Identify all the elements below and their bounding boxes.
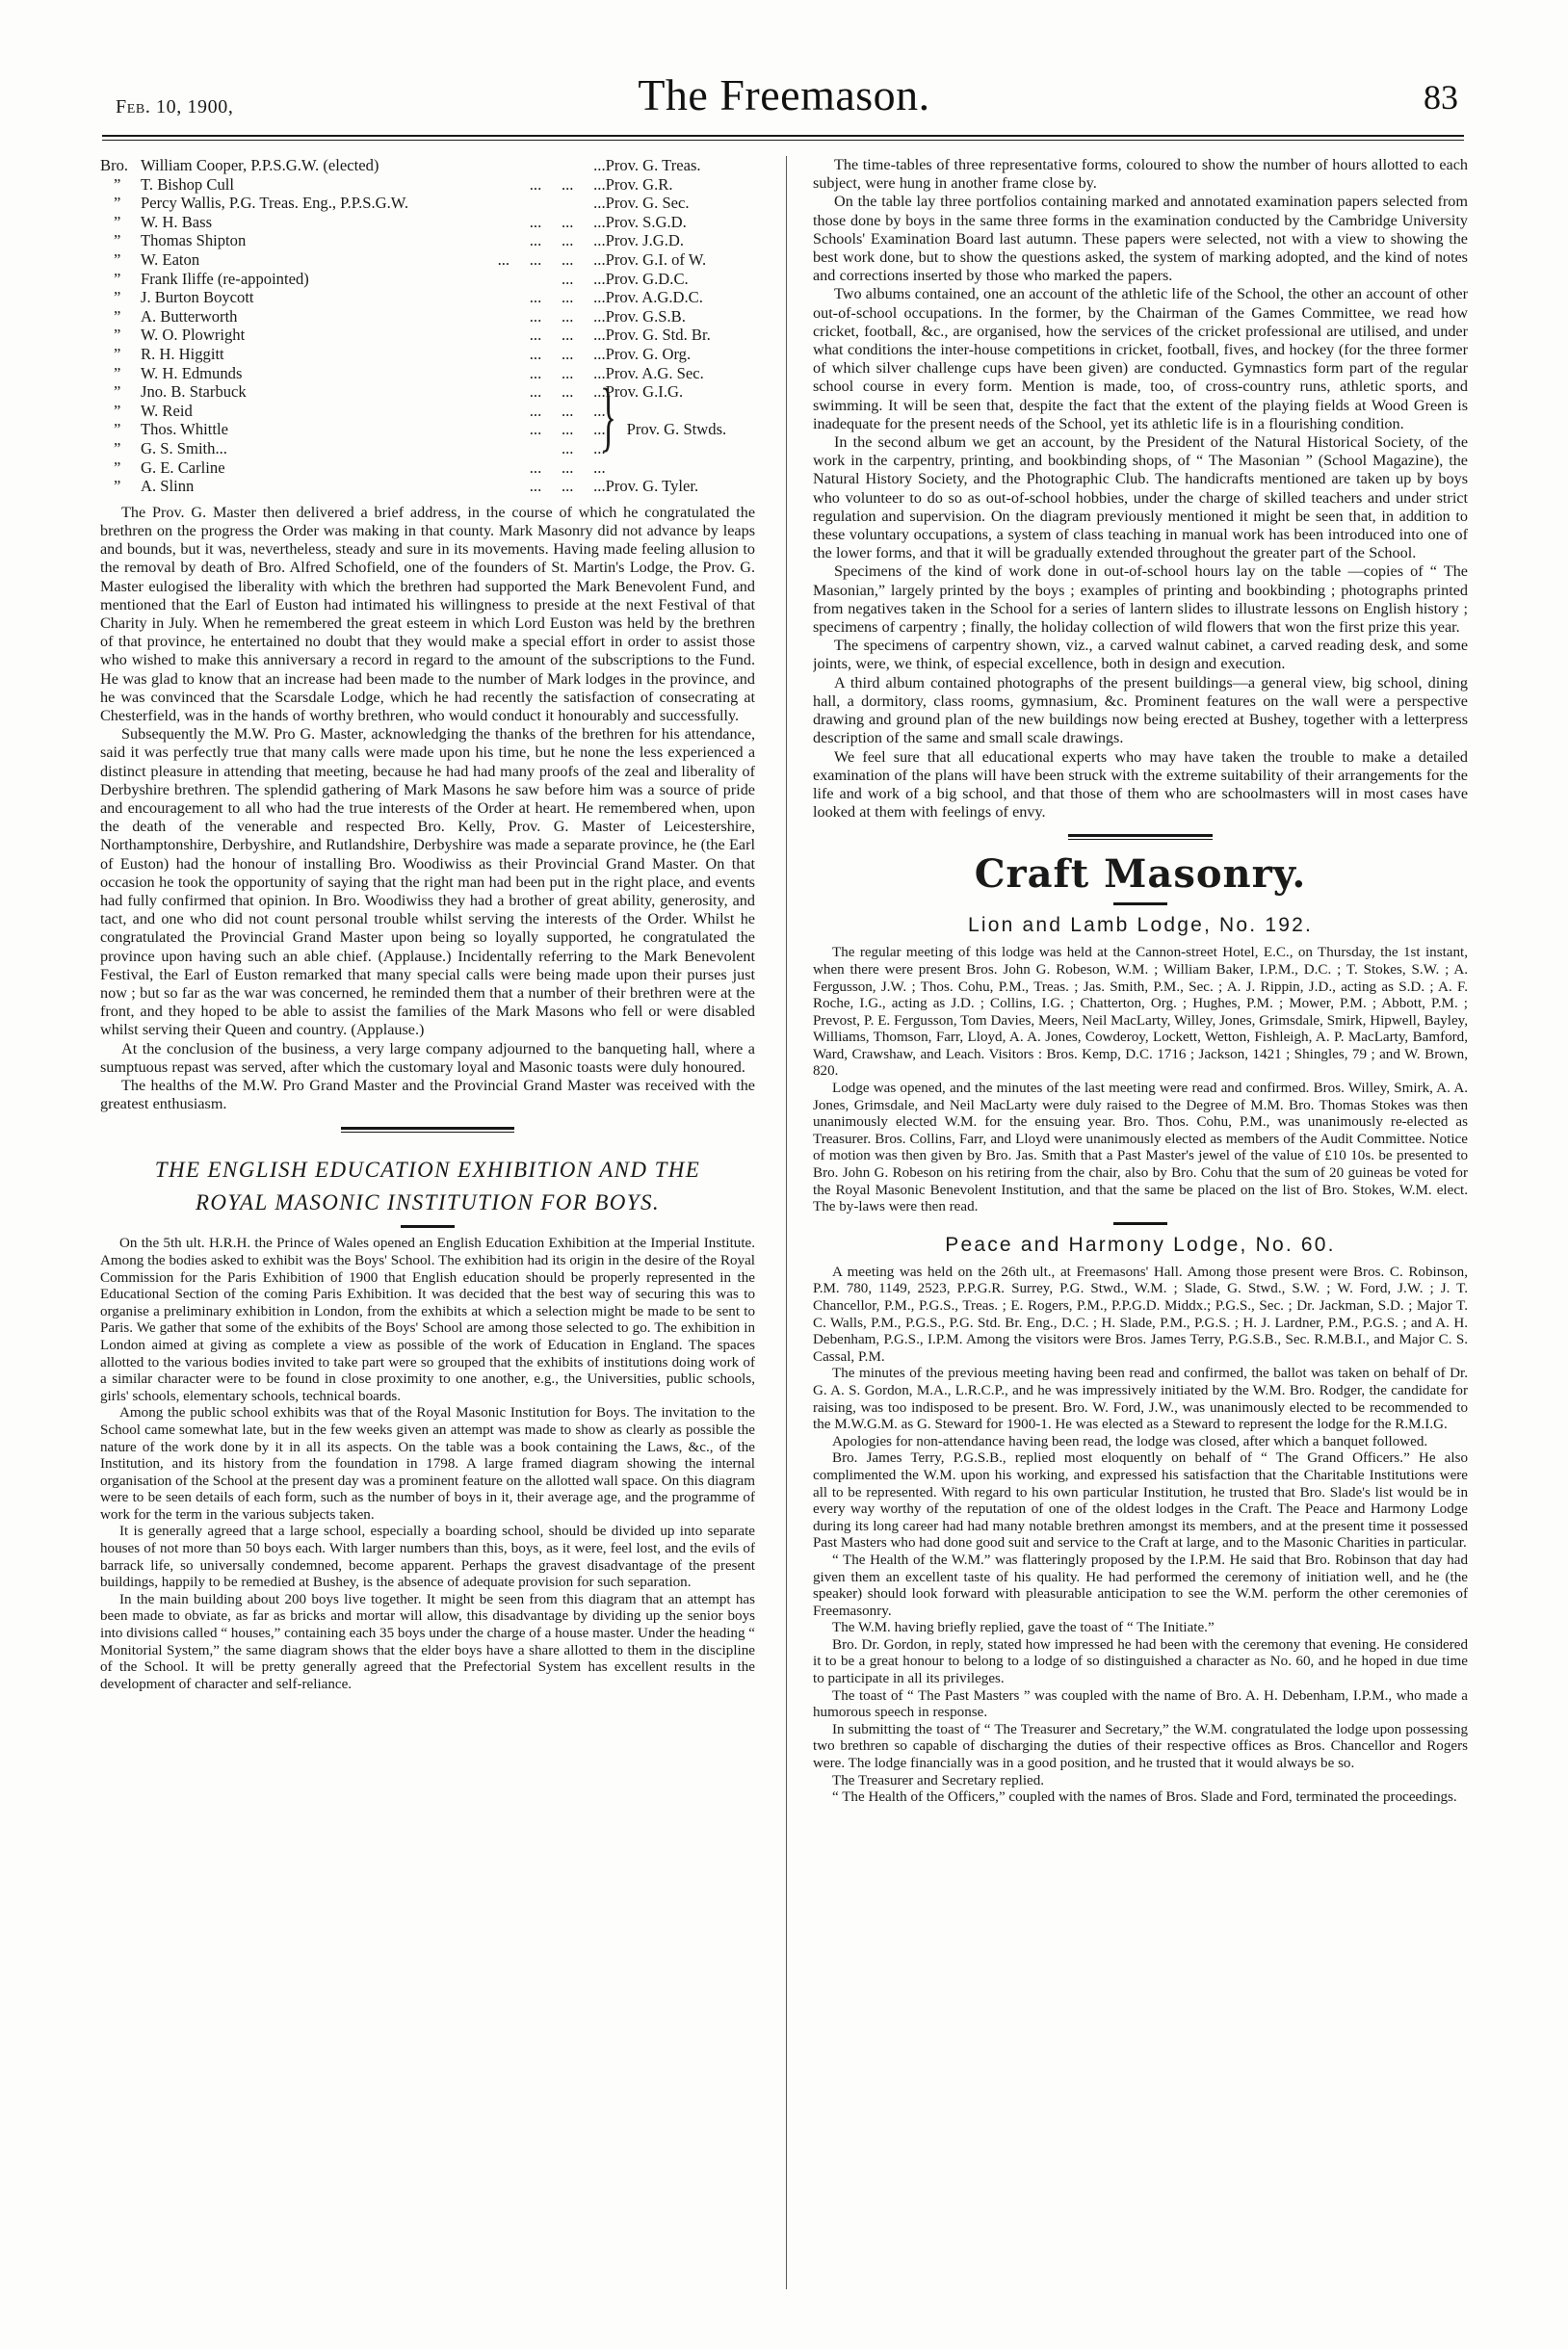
officer-row xyxy=(100,194,755,213)
body-paragraph: In the second album we get an account, by the President of the Natural Historical Society, of the work in the carpentry, printing, and bookbinding shops, of “ The Masonian ” (School Magazine), the Natural History Society, and the Photographic Club. The handicrafts mentioned are taken up by boys who volunteer to do so as out-of-school hobbies, under the charge of skilled teachers and under strict regulation and supervision. On the diagram previously mentioned it might be seen that, in addition to these voluntary occupations, a system of class teaching in manual work has been introduced into one of the lower forms, and that it will be gradually extended throughout the greater part of the School. xyxy=(813,433,1468,562)
officer-row xyxy=(100,270,755,289)
officer-leader-dots: ... ... xyxy=(561,438,606,457)
officer-name: W. Reid xyxy=(141,401,193,420)
lodge-paragraph: The toast of “ The Past Masters ” was coupled with the name of Bro. A. H. Debenham, I.P.M., who made a humorous speech in response. xyxy=(813,1687,1468,1721)
officer-row xyxy=(100,477,755,496)
officers-table xyxy=(100,156,755,496)
officer-name: G. S. Smith... xyxy=(141,438,227,457)
body-paragraph: A third album contained photographs of the present buildings—a general view, big school, dining hall, a dormitory, class rooms, gymnasium, &c. Prominent features on the wall were a perspective drawing and ground plan of the new buildings now being erected at Bushey, together with a letterpress description of the same and small scale drawings. xyxy=(813,673,1468,747)
officer-leader-dots: ... ... ... xyxy=(529,174,606,194)
left-body-paragraphs xyxy=(100,504,755,1114)
officer-leader-dots: ... xyxy=(593,194,606,213)
officer-role: Prov. G.S.B. xyxy=(605,306,686,326)
officer-name: Percy Wallis, P.G. Treas. Eng., P.P.S.G.W. xyxy=(141,194,409,213)
officer-row xyxy=(100,288,755,307)
officer-row xyxy=(100,382,755,402)
body-paragraph: The time-tables of three representative forms, coloured to show the number of hours allotted to each subject, were hung in another frame close by. xyxy=(813,156,1468,193)
officer-bro-marker: Bro. xyxy=(100,156,129,174)
craft-masonry-top-rule xyxy=(1068,834,1213,840)
officer-name: R. H. Higgitt xyxy=(141,344,224,363)
officer-leader-dots: ... ... xyxy=(561,269,606,288)
officer-role-braced-blank xyxy=(606,458,755,478)
lodge-paragraph: Apologies for non-attendance having been read, the lodge was closed, after which a banquet followed. xyxy=(832,1433,1428,1449)
officer-bro-marker: ” xyxy=(114,457,121,477)
page-title: The Freemason. xyxy=(638,70,930,119)
officer-leader-dots: ... ... ... xyxy=(529,306,606,326)
officer-leader-dots: ... ... ... xyxy=(529,401,606,420)
officer-bro-marker: ” xyxy=(114,194,121,213)
officer-row xyxy=(100,175,755,195)
lodge-paragraph: “ The Health of the W.M.” was flatteringly proposed by the I.P.M. He said that Bro. Robinson that day had given them an excellent taste of his quality. He had performed the ceremony of initiation well, and he (the speaker) should look forward with pleasurable anticipation to see the W.M. perform the other ceremonies of Freemasonry. xyxy=(813,1552,1468,1619)
officer-name: Thos. Whittle xyxy=(141,420,228,439)
body-paragraph: Subsequently the M.W. Pro G. Master, acknowledging the thanks of the brethren for his attendance, said it was perfectly true that many calls were made upon his time, but he none the less experienced a distinct pleasure in attending that meeting, because he had had many proofs of the zeal and liberality of Derbyshire brethren. The splendid gathering of Mark Masons he saw before him was a source of pride and encouragement to all who had the true interests of the Order at heart. He remembered when, upon the death of the venerable and respected Bro. Kelly, Prov. G. Master of Leicestershire, Northamptonshire, Derbyshire, and Rutlandshire, Derbyshire was made a separate province, he (the Earl of Euston) had the honour of installing Bro. Woodiwiss as their Provincial Grand Master. On that occasion he took the opportunity of saying that the right man had been put in the right place, and events had fully confirmed that opinion. In Bro. Woodiwiss they had a brother of great ability, generosity, and tact, and one who did not count personal trouble whilst serving the interests of the Order. Whilst he congratulated the Provincial Grand Master upon being so loyally supported, he congratulated the province upon having such an able chief. (Applause.) Incidentally referring to the Mark Benevolent Festival, the Earl of Euston remarked that many special calls were being made upon their purses just now ; but so far as the war was concerned, he reminded them that a number of their brethren were at the front, and they hoped to be able to assist the families of the Mark Masons who fell or were disabled whilst serving their Queen and country. (Applause.) xyxy=(100,725,755,1039)
officer-leader-dots: ... ... ... xyxy=(529,344,606,363)
officers-table-body xyxy=(100,156,755,496)
officer-row xyxy=(100,231,755,250)
exhibition-paragraph: Among the public school exhibits was that of the Royal Masonic Institution for Boys. The invitation to the School came somewhat late, but in the few weeks given an attempt was made to show as clearly as possible the nature of the work done by it in all its aspects. On the table was a book containing the Laws, &c., of the Institution, and its history from the foundation in 1798. A large framed diagram showing the internal organisation of the School at the present day was a prominent feature on the allotted wall space. On this diagram were to be seen details of each form, such as the number of boys in it, their average age, and the programme of work for the term in the various subjects taken. xyxy=(100,1405,755,1523)
body-paragraph: Specimens of the kind of work done in out-of-school hours lay on the table —copies of “ The Masonian,” largely printed by the boys ; examples of printing and bookbinding ; photographs printed from negatives taken in the School for a series of lantern slides to illustrate lessons on English history ; specimens of carpentry ; finally, the holiday collection of wild flowers that won the first prize this year. xyxy=(813,562,1468,637)
officer-name: William Cooper, P.P.S.G.W. (elected) xyxy=(141,156,379,174)
lodge-paragraph: The minutes of the previous meeting having been read and confirmed, the ballot was taken on behalf of Dr. G. A. S. Gordon, M.A., L.R.C.P., and he was impressively initiated by the W.M. Bro. Rodger, the candidate for raising, was too indisposed to be present. Bro. W. Ford, J.W., was unanimously elected to be recommended to the M.W.G.M. as G. Steward for 1900-1. He was elected as a Steward to represent the lodge for the R.M.I.G. xyxy=(813,1366,1468,1433)
lodge-title: Lion and Lamb Lodge, No. 192. xyxy=(967,914,1314,937)
officer-row xyxy=(100,364,755,383)
spacer xyxy=(100,496,755,504)
lodge-title: Peace and Harmony Lodge, No. 60. xyxy=(945,1233,1336,1256)
officer-role: Prov. A.G.D.C. xyxy=(605,288,703,307)
officer-bro-marker: ” xyxy=(114,382,121,402)
officer-leader-dots: ... ... ... xyxy=(529,288,606,307)
officer-name: J. Burton Boycott xyxy=(141,288,254,307)
officer-row xyxy=(100,156,755,175)
right-column xyxy=(813,156,1468,2313)
exhibition-heading-line2: ROYAL MASONIC INSTITUTION FOR BOYS. xyxy=(195,1190,661,1215)
lodge-paragraph: Bro. James Terry, P.G.S.B., replied most eloquently on behalf of “ The Grand Officers.” He also complimented the W.M. upon his working, and expressed his satisfaction that the Charitable Institutions were all to be represented. With regard to his own particular Institution, he trusted that Bro. Slade's list would be in every way worthy of the reputation of one of the oldest lodges in the Craft. The Peace and Harmony Lodge during its long career had had many notable brethren amongst its members, and at the present time it possessed Past Masters who had done good suit and service to the Craft at large, and to the Masonic Charities in particular. xyxy=(813,1450,1468,1552)
officer-row xyxy=(100,250,755,270)
exhibition-paragraph: It is generally agreed that a large school, especially a boarding school, should be divided up into separate houses of not more than 50 boys each. With larger numbers than this, boys, as it were, feel lost, and the evils of barrack life, so universally condemned, become apparent. Perhaps the gravest disadvantage of the present buildings, happily to be remedied at Bushey, is the absence of adequate provision for such separation. xyxy=(100,1524,755,1591)
lodge-paragraph: The regular meeting of this lodge was held at the Cannon-street Hotel, E.C., on Thursday, the 1st instant, when there were present Bros. John G. Robeson, W.M. ; William Baker, I.P.M., D.C. ; T. Stokes, S.W. ; A. Fergusson, J.W. ; Thos. Cohu, P.M., Treas. ; Jas. Smith, P.M., Sec. ; A. J. Rippin, J.D., acting as S.D. ; A. F. Roche, I.G., acting as J.D. ; Collins, I.G. ; Chatterton, Org. ; Hughes, P.M. ; Mower, P.M. ; Abbott, P.M. ; Prevost, P. E. Fergusson, Tom Davies, Meers, Neil MacLarty, Willey, Jones, Grimsdale, Smirk, Hipwell, Bayley, Williams, Thomson, Farr, Lloyd, A. A. Jones, Cowderoy, Lockett, Wetton, Fishleigh, A. P. MacLarty, Bamford, Ward, Crawshaw, and Leach. Visitors : Bros. Kemp, D.C. 1716 ; Jackson, 1421 ; Shingles, 79 ; and W. Brown, 820. xyxy=(813,945,1468,1080)
officer-leader-dots: ... ... ... xyxy=(529,363,606,382)
officer-leader-dots: ... ... ... xyxy=(529,231,606,250)
officer-name: W. H. Bass xyxy=(141,212,213,231)
officer-name: Frank Iliffe (re-appointed) xyxy=(141,269,309,288)
lodge-paragraph: Lodge was opened, and the minutes of the last meeting were read and confirmed. Bros. Willey, Smirk, A. A. Jones, Grimsdale, and Neil MacLarty were duly raised to the Degree of M.M. Bro. Thomas Stokes was then unanimously elected W.M. for the ensuing year. Bro. Thos. Cohu, P.M., was unanimously re-elected as Treasurer. Bros. Collins, Farr, and Lloyd were unanimously elected as members of the Audit Committee. Notice of motion was then given by Bro. Jas. Smith that a Past Master's jewel of the value of £10 10s. be presented to Bro. John G. Robeson on his retiring from the chair, also by Bro. Cohu that the sum of 20 guineas be voted for the Royal Masonic Benevolent Institution, and that the same be placed on the list of Bro. Stokes, W.M. elect. The by-laws were then read. xyxy=(813,1081,1468,1215)
officer-bro-marker: ” xyxy=(114,212,121,231)
lodge-divider-rule xyxy=(1113,1222,1167,1225)
officer-bro-marker: ” xyxy=(114,438,121,457)
officer-role: Prov. G. Tyler. xyxy=(605,477,699,496)
officer-bro-marker: ” xyxy=(114,288,121,307)
officer-role: Prov. G.I. of W. xyxy=(605,249,707,269)
section-divider-rule xyxy=(341,1127,514,1133)
officer-leader-dots: ... ... ... xyxy=(529,212,606,231)
body-paragraph: On the table lay three portfolios containing marked and annotated examination papers selected from those done by boys in the same three forms in the examination conducted by the Cambridge University Schools' Examination Board last autumn. These papers were selected, not with a view to showing the best work done, but to show the questions asked, the system of marking adopted, and the kind of notes and corrections inserted by those who marked the papers. xyxy=(813,193,1468,285)
officer-bro-marker: ” xyxy=(114,306,121,326)
left-column xyxy=(100,156,755,2313)
officer-role: Prov. G. Treas. xyxy=(605,156,701,174)
officer-bro-marker: ” xyxy=(114,231,121,250)
craft-masonry-under-rule xyxy=(1113,902,1167,905)
officer-role: Prov. G.I.G. xyxy=(605,382,684,402)
officer-role: Prov. J.G.D. xyxy=(605,231,685,250)
officer-name: A. Butterworth xyxy=(141,306,238,326)
officer-role: Prov. G. Sec. xyxy=(605,194,690,213)
lodge-paragraph: In submitting the toast of “ The Treasurer and Secretary,” the W.M. congratulated the lodge upon possessing two brethren so capable of discharging the duties of their respective offices as Bros. Chancellor and Rogers were. The lodge financially was in a good position, and he trusted that it would always be so. xyxy=(813,1721,1468,1772)
issue-date: Feb. 10, 1900, xyxy=(116,96,234,117)
officer-bro-marker: ” xyxy=(114,249,121,269)
lodge-reports xyxy=(813,913,1468,1807)
column-divider xyxy=(786,156,787,2289)
column-container xyxy=(100,156,1468,2313)
officer-leader-dots: ... ... ... ... xyxy=(497,249,606,269)
officer-leader-dots: ... ... ... xyxy=(529,420,606,439)
craft-masonry-heading: Craft Masonry. xyxy=(974,851,1307,898)
body-paragraph: At the conclusion of the business, a very large company adjourned to the banqueting hall, where a sumptuous repast was served, after which the customary loyal and Masonic toasts were duly honoured. xyxy=(100,1039,755,1076)
lodge-paragraph: The Treasurer and Secretary replied. xyxy=(832,1772,1045,1788)
officer-role: Prov. A.G. Sec. xyxy=(605,363,704,382)
officer-bro-marker: ” xyxy=(114,344,121,363)
officer-bro-marker: ” xyxy=(114,174,121,194)
officer-leader-dots: ... ... ... xyxy=(529,326,606,345)
officer-bro-marker: ” xyxy=(114,363,121,382)
officer-role: Prov. G.R. xyxy=(605,174,673,194)
officer-leader-dots: ... ... ... xyxy=(529,477,606,496)
right-body-paragraphs xyxy=(813,156,1468,822)
officer-role-braced-blank xyxy=(606,439,755,458)
officer-name: Jno. B. Starbuck xyxy=(141,382,247,402)
exhibition-heading-underrule xyxy=(401,1225,455,1228)
officer-name: W. Eaton xyxy=(141,249,200,269)
officer-leader-dots: ... xyxy=(593,156,606,174)
officer-leader-dots: ... ... ... xyxy=(529,382,606,402)
lodge-paragraph: “ The Health of the Officers,” coupled with the names of Bros. Slade and Ford, terminated the proceedings. xyxy=(832,1789,1457,1806)
officer-role: Prov. G. Org. xyxy=(605,344,692,363)
officer-row-braced xyxy=(100,402,755,421)
body-paragraph: The healths of the M.W. Pro Grand Master and the Provincial Grand Master was received with the greatest enthusiasm. xyxy=(100,1076,755,1113)
officer-role-braced: } Prov. G. Stwds. xyxy=(599,373,727,459)
officer-row-braced xyxy=(100,420,755,439)
officer-bro-marker: ” xyxy=(114,326,121,345)
officer-name: Thomas Shipton xyxy=(141,231,247,250)
page-number: 83 xyxy=(1424,78,1458,117)
officer-name: T. Bishop Cull xyxy=(141,174,234,194)
exhibition-heading xyxy=(100,1154,755,1219)
officer-row-braced xyxy=(100,458,755,478)
masthead-rule xyxy=(102,135,1464,141)
brace-icon: } xyxy=(599,373,616,459)
body-paragraph: We feel sure that all educational experts who may have taken the trouble to make a detailed examination of the plans will have been struck with the extreme suitability of their arrangements for the life and work of a big school, and that those of them who are schoolmasters will in most cases have looked at them with feelings of envy. xyxy=(813,747,1468,822)
officer-leader-dots: ... ... ... xyxy=(529,457,606,477)
officer-role-braced-blank xyxy=(606,402,755,421)
officer-name: A. Slinn xyxy=(141,477,195,496)
body-paragraph: Two albums contained, one an account of the athletic life of the School, the other an account of other out-of-school occupations. In the former, by the Chairman of the Games Committee, we read how cricket, football, &c., are organised, how the services of the cricket professional are utilised, and under what conditions the inter-house competitions in cricket, football, fives, and hockey (for the three former of which silver challenge cups have been given) are conducted. Gymnastics form part of the regular school course in every form. Mention is made, too, of cross-country runs, athletic sports, and swimming. It will be seen that, despite the fact that the extent of the playing fields at Wood Green is inadequate for the present needs of the School, yet its athletic life is in a flourishing condition. xyxy=(813,285,1468,432)
lodge-paragraph: A meeting was held on the 26th ult., at Freemasons' Hall. Among those present were Bros. C. Robinson, P.M. 780, 1149, 2523, P.P.G.R. Surrey, P.G. Stwd., W.M. ; Slade, G. Stwd., S.W. ; W. Ford, J.W. ; J. T. Chancellor, P.M., P.G.S., Treas. ; E. Rogers, P.M., P.P.G.D. Middx.; P.G.S., Sec. ; Dr. Jackman, S.D. ; Major T. C. Walls, P.M., P.G.S., P.G. Std. Br. Eng., D.C. ; H. Slade, P.M., P.G.S. ; H. J. Lardner, P.M., P.G.S. ; and A. H. Debenham, P.G.S., I.P.M. Among the visitors were Bros. James Terry, P.G.S.B., Sec. R.M.B.I., and Major C. S. Cassal, P.M. xyxy=(813,1264,1468,1365)
officer-name: W. O. Plowright xyxy=(141,326,246,345)
officer-role: Prov. S.G.D. xyxy=(605,212,687,231)
masthead xyxy=(100,69,1468,137)
officer-bro-marker: ” xyxy=(114,401,121,420)
officer-bro-marker: ” xyxy=(114,477,121,496)
officer-name: G. E. Carline xyxy=(141,457,225,477)
officer-row xyxy=(100,213,755,232)
exhibition-heading-line1: THE ENGLISH EDUCATION EXHIBITION AND THE xyxy=(154,1158,701,1183)
lodge-paragraph: Bro. Dr. Gordon, in reply, stated how impressed he had been with the ceremony that evening. He considered it to be a great honour to belong to a lodge of so distinguished a character as No. 60, and he hoped in due time to participate in all its privileges. xyxy=(813,1636,1468,1687)
officer-row xyxy=(100,326,755,345)
officer-row xyxy=(100,307,755,326)
officer-role: Prov. G. Std. Br. xyxy=(605,326,711,345)
exhibition-paragraph: On the 5th ult. H.R.H. the Prince of Wales opened an English Education Exhibition at the Imperial Institute. Among the bodies asked to exhibit was the Boys' School. The exhibition had its origin in the desire of the Royal Commission for the Paris Exhibition of 1900 that English education should be properly represented in the Educational Section of the coming Paris Exhibition. It was decided that the best way of securing this was to organise a preliminary exhibition in London, from the exhibits at which a selection might be made to be sent to Paris. We gather that some of the exhibits of the Boys' School are among those selected to go. The exhibition in London aimed at giving as complete a view as possible of the work of Education in England. The spaces allotted to the various bodies invited to take part were so grouped that the exhibits of institutions doing work of a similar character were to be found in close proximity to one another, e.g., the Universities, public schools, girls' schools, elementary schools, technical boards. xyxy=(100,1236,755,1404)
exhibition-paragraphs xyxy=(100,1236,755,1693)
officer-row xyxy=(100,345,755,364)
officer-role: Prov. G.D.C. xyxy=(605,269,689,288)
lodge-paragraph: The W.M. having briefly replied, gave the toast of “ The Initiate.” xyxy=(832,1620,1215,1636)
officer-bro-marker: ” xyxy=(114,269,121,288)
officer-bro-marker: ” xyxy=(114,420,121,439)
body-paragraph: The Prov. G. Master then delivered a brief address, in the course of which he congratulated the brethren on the progress the Order was making in that county. Mark Masonry did not advance by leaps and bounds, but it was, nevertheless, steady and sure in its movements. Having made feeling allusion to the removal by death of Bro. Alfred Schofield, one of the founders of St. Martin's Lodge, the Prov. G. Master eulogised the liberality with which the brethren had supported the Mark Benevolent Fund, and mentioned that the Earl of Euston had intimated his willingness to preside at the next Festival of that Charity in July. When he remembered the great esteem in which Lord Euston was held by the brethren of that province, he entertained no doubt that they would make a special effort in order to assist those who wished to make this anniversary a record in regard to the amount of the subscriptions to the Fund. He was glad to know that an increase had been made to the number of Mark lodges in the province, and he was convinced that the Scarsdale Lodge, which he had recently the satisfaction of consecrating at Chesterfield, was in the hands of worthy brethren, who would conduct it honourably and successfully. xyxy=(100,503,755,724)
officer-row-braced xyxy=(100,439,755,458)
body-paragraph: The specimens of carpentry shown, viz., a carved walnut cabinet, a carved reading desk, and some joints, were, we think, of especial excellence, both in design and execution. xyxy=(813,637,1468,673)
exhibition-paragraph: In the main building about 200 boys live together. It might be seen from this diagram that an attempt has been made to obviate, as far as bricks and mortar will allow, this disadvantage by dividing up the senior boys into divisions called “ houses,” containing each 35 boys under the charge of a house master. Under the heading “ Monitorial System,” the same diagram shows that the elder boys have a share allotted to them in the discipline of the School. It will be pretty generally agreed that the Prefectorial System has excellent results in the development of character and self-reliance. xyxy=(100,1591,755,1692)
officer-name: W. H. Edmunds xyxy=(141,363,243,382)
